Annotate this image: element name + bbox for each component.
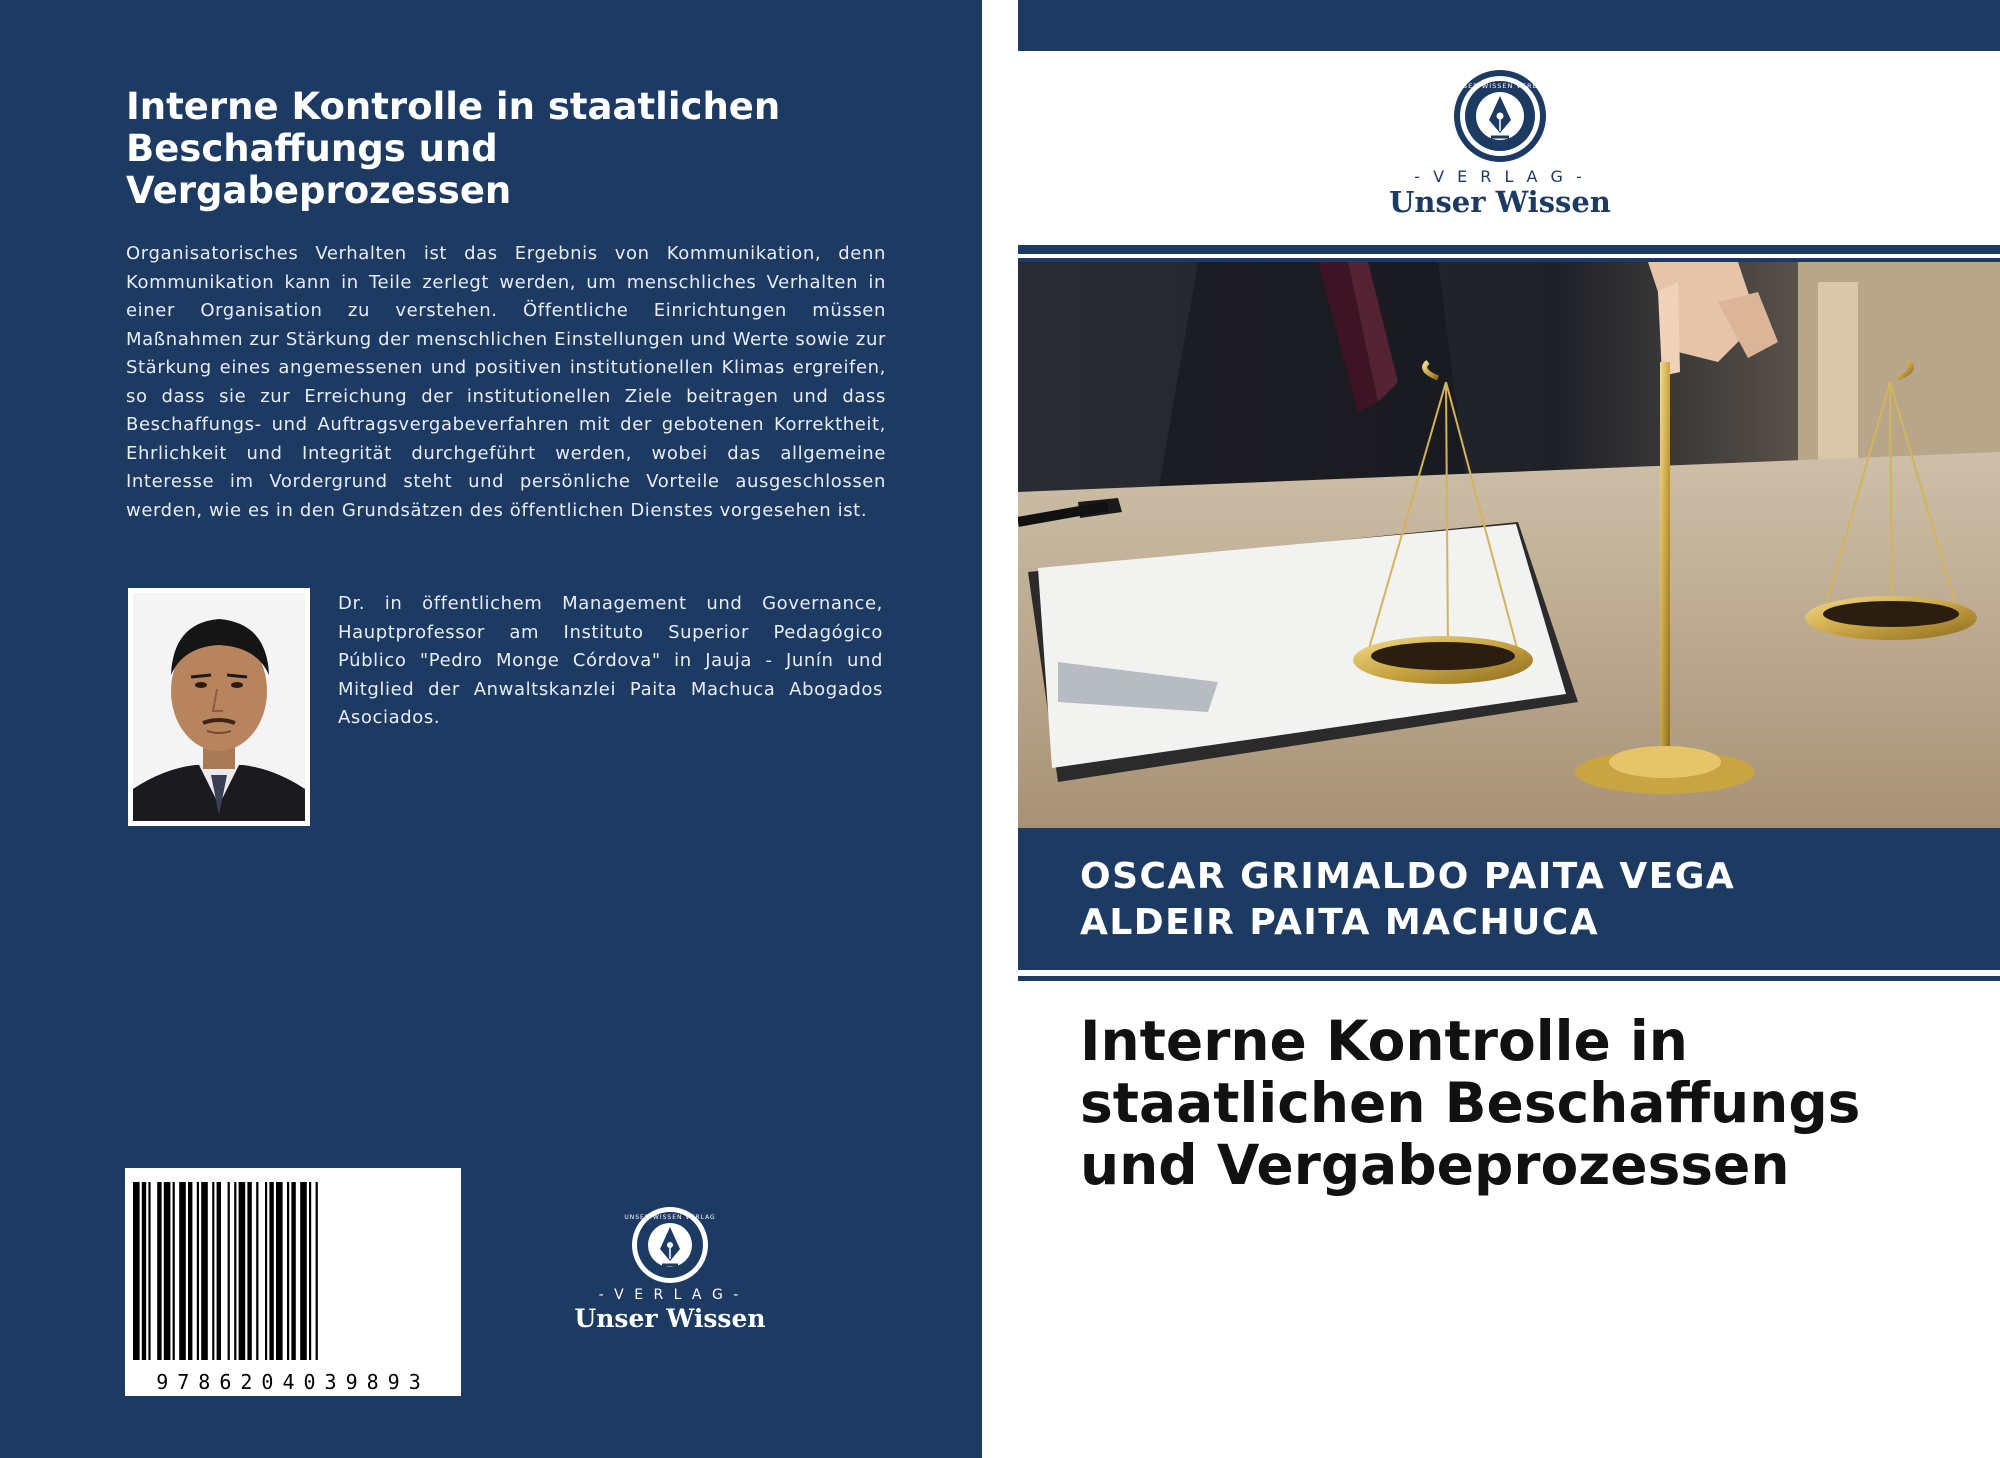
isbn-number: 9786204039893 (156, 1370, 430, 1394)
back-logo-verlag-label: - V E R L A G - (598, 1287, 742, 1303)
back-cover-description: Organisatorisches Verhalten ist das Ergebnis von Kommunikation, denn Kommunikation kann in Teile zerlegt werden, um menschliches Verhalten in einer Organisation zu verstehen. Öffentliche Einrichtungen müssen Maßnahmen zur Stärkung der menschlichen Einstellungen und Werte sowie zur Stärkung eines angemessenen und positiven institutionellen Klimas ergreifen, so dass sie zur Erreichung der institutionellen Ziele beitragen und dass Beschaffungs- und Auftragsvergabeverfahren mit der gebotenen Korrektheit, Ehrlichkeit und Integrität durchgeführt werden, wobei das allgemeine Interesse im Vordergrund steht und persönliche Vorteile ausgeschlossen werden, wie es in den Grundsätzen des öffentlichen Dienstes vorgesehen ist. (126, 243, 886, 521)
front-author-1: OSCAR GRIMALDO PAITA VEGA (1080, 856, 1736, 897)
back-cover-title: Interne Kontrolle in staatlichen Beschaffungs und Vergabeprozessen (126, 85, 781, 212)
front-logo-name: Unser Wissen (1389, 185, 1611, 219)
back-publisher-logo (560, 1205, 780, 1335)
front-publisher-logo (1380, 70, 1620, 220)
front-divider-bottom (1018, 976, 2000, 981)
front-author-2: ALDEIR PAITA MACHUCA (1080, 902, 1600, 943)
front-cover-title: Interne Kontrolle in staatlichen Beschaffungs und Vergabeprozessen (1080, 1009, 1861, 1197)
cover-photo-scales-of-justice (1018, 262, 2000, 828)
front-author-band (1018, 828, 2000, 970)
author-bio: Dr. in öffentlichem Management und Governance, Hauptprofessor am Instituto Superior Pedagógico Público "Pedro Monge Córdova" in Jauja - Junín und Mitglied der Anwaltskanzlei Paita Machuca Abogados Asociados. (338, 593, 883, 728)
isbn-barcode (125, 1168, 461, 1396)
front-logo-ring-text: UNSER WISSEN VERLAG (1451, 82, 1549, 90)
back-cover (0, 0, 982, 1458)
author-photo (128, 588, 310, 826)
back-logo-ring-text: UNSER WISSEN VERLAG (624, 1214, 716, 1221)
front-divider-thick (1018, 245, 2000, 254)
front-logo-verlag-label: - V E R L A G - (1414, 167, 1586, 186)
back-logo-name: Unser Wissen (574, 1304, 766, 1333)
front-top-bar (1018, 0, 2000, 51)
